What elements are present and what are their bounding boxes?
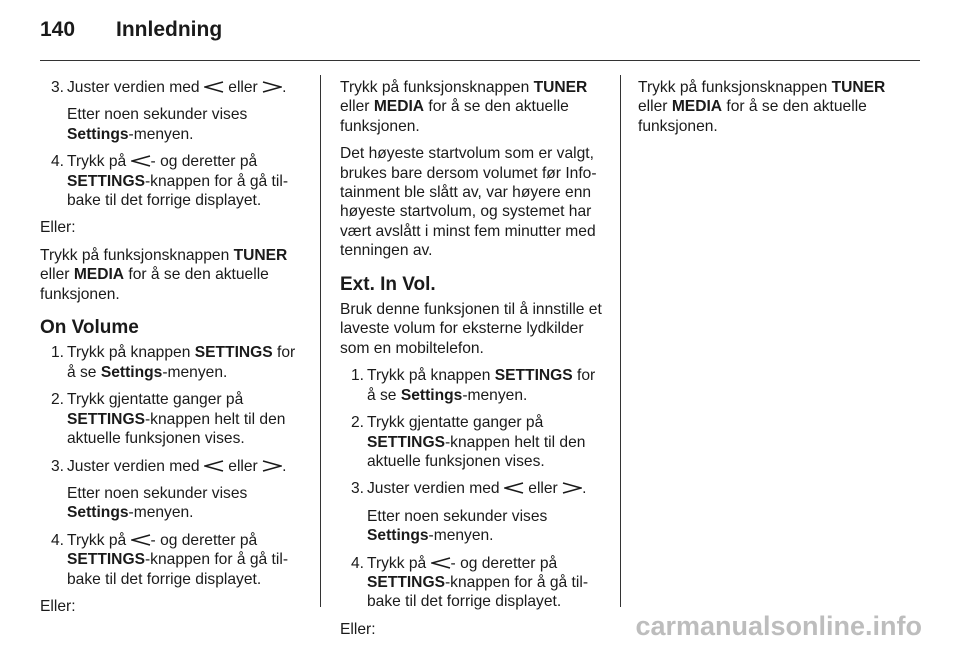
list-item: 4. Trykk på - og deretter på SETTINGS-knappen for å gå til-bake til det forrige displayet. (351, 554, 589, 611)
paragraph: Trykk på funksjonsknappen TUNER eller MEDIA for å se den aktuelle funksjonen. (638, 79, 886, 135)
triangle-left-icon (131, 534, 151, 546)
triangle-right-icon (262, 460, 282, 472)
column-2 (340, 78, 604, 647)
list-item: 1. Trykk på knappen SETTINGS for å se Settings-menyen. (51, 344, 296, 381)
paragraph: Det høyeste startvolum som er valgt, brukes bare dersom volumet før Info-tainment ble slått av, var høyere enn høyeste startvolum, og systemet har vært avslått i minst fem minutter med tenningen av. (340, 145, 597, 260)
list-item: 3. Juster verdien med eller . Etter noen sekunder vises Settings-menyen. (51, 457, 287, 522)
triangle-left-icon (131, 155, 151, 167)
list-item: 2. Trykk gjentatte ganger på SETTINGS-knappen helt til den aktuelle funksjonen vises. (351, 414, 586, 470)
triangle-left-icon (504, 482, 524, 494)
step-list (340, 366, 604, 611)
list-item: 3. Juster verdien med eller . Etter noen sekunder vises Settings-menyen. (51, 79, 287, 143)
triangle-left-icon (204, 81, 224, 93)
list-item: 3. Juster verdien med eller . Etter noen sekunder vises Settings-menyen. (351, 480, 587, 545)
page-title: Innledning (116, 18, 223, 41)
watermark: carmanualsonline.info (635, 611, 922, 641)
list-item: 1. Trykk på knappen SETTINGS for å se Settings-menyen. (351, 367, 596, 404)
page-header (40, 18, 222, 42)
step-list (40, 78, 302, 210)
step-list (40, 343, 302, 588)
list-item: 4. Trykk på - og deretter på SETTINGS-knappen for å gå til-bake til det forrige displayet. (51, 531, 289, 588)
triangle-right-icon (262, 81, 282, 93)
triangle-left-icon (431, 557, 451, 569)
eller-text: Eller: (40, 219, 76, 237)
column-1 (40, 78, 302, 624)
section-heading: Ext. In Vol. (340, 273, 436, 295)
page-number: 140 (40, 18, 76, 41)
column-divider (620, 75, 621, 607)
triangle-right-icon (562, 482, 582, 494)
eller-text: Eller: (40, 597, 76, 615)
column-divider (320, 75, 321, 607)
header-rule (40, 60, 920, 61)
triangle-left-icon (204, 460, 224, 472)
paragraph: Trykk på funksjonsknappen TUNER eller MEDIA for å se den aktuelle funksjonen. (340, 79, 588, 135)
paragraph: Bruk denne funksjonen til å innstille et laveste volum for eksterne lydkilder som en mobiltelefon. (340, 301, 602, 357)
list-item: 4. Trykk på - og deretter på SETTINGS-knappen for å gå til-bake til det forrige displayet. (51, 153, 289, 210)
column-3 (638, 78, 902, 144)
paragraph: Trykk på funksjonsknappen TUNER eller MEDIA for å se den aktuelle funksjonen. (40, 246, 288, 303)
eller-text: Eller: (340, 620, 376, 638)
section-heading: On Volume (40, 317, 139, 339)
list-item: 2. Trykk gjentatte ganger på SETTINGS-knappen helt til den aktuelle funksjonen vises. (51, 391, 286, 448)
